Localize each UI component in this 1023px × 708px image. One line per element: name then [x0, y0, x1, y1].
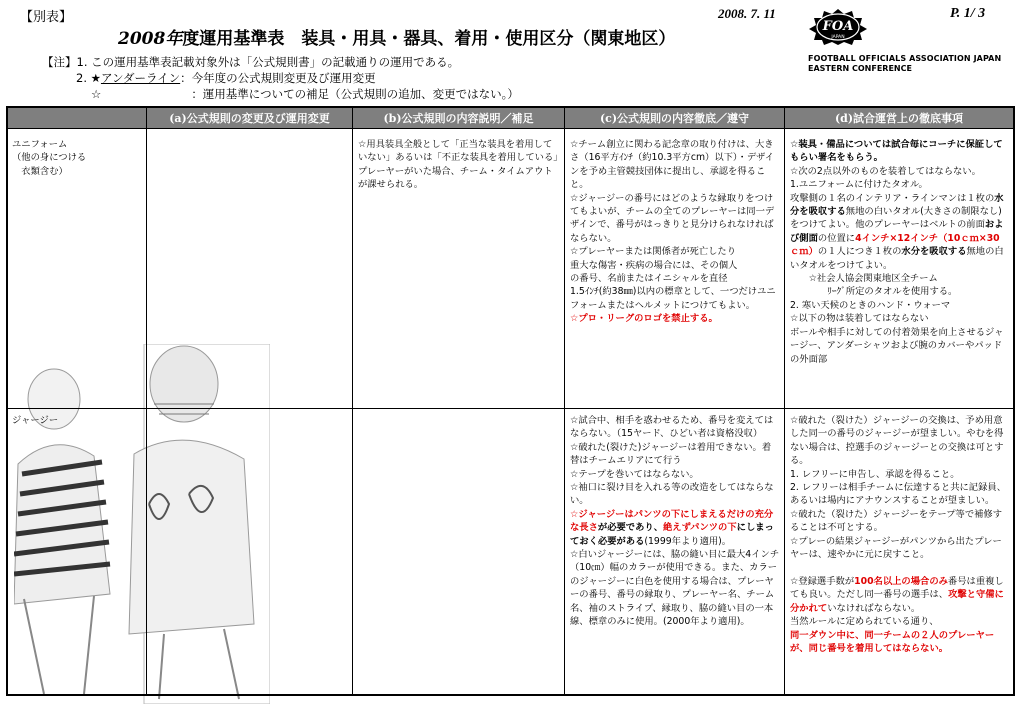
note-2-text: ：今年度の公式規則変更及び運用変更: [180, 71, 376, 85]
row-1-col-d-bold-2: および側面: [790, 219, 1004, 244]
title-year: 2008年: [118, 29, 183, 49]
row-1-col-c-highlight: ☆プロ・リーグのロゴを禁止する。: [570, 313, 718, 325]
logo-text: FOA: [822, 19, 854, 34]
column-divider: [564, 108, 565, 694]
rules-table: [6, 106, 1015, 696]
row-2-col-c-bold-2: にしまっておく必要がある: [570, 522, 774, 547]
note-3-text: ：運用基準についての補足（公式規則の追加、変更ではない。）: [191, 87, 519, 101]
row-2-item: ジャージー: [12, 415, 59, 426]
row-2-col-c-highlight: ☆ジャージーはパンツの下にしまえるだけの充分な長さ: [570, 508, 774, 534]
row-1-col-d-bold-3: 水分を吸収する: [901, 246, 967, 258]
column-divider: [352, 108, 353, 694]
note-2: [76, 70, 376, 86]
note-3-star: ☆: [91, 87, 102, 101]
row-1-col-d: [790, 138, 1006, 406]
row-2-col-c-highlight-2: 絶えずパンツの下: [663, 522, 737, 534]
note-2-prefix: 2. ★: [76, 71, 101, 85]
note-1: 【注】1. この運用基準表記載対象外は「公式規則書」の記載通りの運用である。: [42, 55, 460, 69]
document-date: 2008. 7. 11: [718, 6, 776, 21]
row-1-col-d-text-2: 無地の白いタオル(大きさの制限なし)をつけてよい。他のプレーヤーはベルトの前面: [790, 206, 1002, 231]
row-1-col-d-lead: ☆装具・備品については試合毎にコーチに保証してもらい署名をもらう。: [790, 139, 1003, 164]
row-1-col-b: ☆用具装具全般として「正当な装具を着用していない」あるいは「不正な装具を着用している」プレーヤーがいた場合、チーム・タイムアウトが課せられる。: [358, 139, 558, 191]
note-3: [91, 86, 519, 102]
column-divider: [146, 108, 147, 694]
note-2-underline: アンダーライン: [100, 71, 181, 85]
row-1-col-d-text-5: 無地の白いタオルをつけてよい。 ☆社会人協会関東地区全チーム ﾘｰｸﾞ所定のタオルを使用する。 2. 寒い天候のときのハンド・ウォーマ ☆以下の物は装着してはならない ボールや相手に対しての付着効果を向上させるジャージー、アンダーシャツおよび腕のカバーやパッドの外面部: [790, 246, 1004, 365]
header-col-a: (a)公式規則の変更及び運用変更: [146, 108, 352, 128]
row-1-col-d-highlight: 4インチ×12インチ（10ｃｍ×30ｃｍ）: [790, 232, 1000, 258]
row-2-col-d-highlight: 100名以上の場合のみ: [854, 575, 948, 587]
row-divider: [8, 128, 1013, 129]
header-col-c: (c)公式規則の内容徹底／遵守: [564, 108, 784, 128]
row-2-col-c-bold: が必要であり、: [597, 522, 663, 534]
row-2-col-c-text-2: (1999年より適用)。 ☆白いジャージーには、脇の縫い目に最大4インチ（10㎝）幅のカラーが使用できる。また、カラーのジャージーに白色を使用する場合は、プレーヤーの番号、番号の縁取り、プレーヤー名、チーム名、袖のストライプ、縁取り、脇の縫い目の一本線、標章のみに使用。(2000年より適用)。: [570, 535, 780, 628]
row-1-col-d-bold: 水分を吸収する: [790, 192, 1004, 218]
logo-subtext: JAPAN: [831, 35, 845, 40]
row-2-col-d-highlight-3: 同一ダウン中に、同一チームの２人のプレーヤーが、同じ番号を着用してはならない。: [790, 629, 995, 654]
title-text: 度運用基準表 装具・用具・器具、着用・使用区分（関東地区）: [182, 29, 676, 49]
header-col-d: (d)試合運営上の徹底事項: [784, 108, 1013, 128]
row-1-col-d-text: ☆次の2点以外のものを装着してはならない。 1.ユニフォームに付けたタオル。 攻撃側の１名のインテリア・ラインマンは１枚の: [790, 165, 995, 204]
page-number: P. 1/ 3: [950, 6, 986, 21]
row-1-col-d-text-4: の１人につき１枚の: [817, 246, 902, 258]
row-1-col-c: [570, 138, 780, 406]
row-2-col-d-text: ☆破れた（裂けた）ジャージーの交換は、予め用意した同一の番号のジャージーが望ましい。やむを得ない場合は、控選手のジャージーとの交換は可とする。 1. レフリーに申告し、承認を得ること。 2. レフリーは相手チームに伝達すると共に記録員、あるいは場内にアナウンスすることが望ましい。 ☆破れた（裂けた）ジャージーをテープ等で補修することは不可とする。 ☆プレーの結果ジャージーがパンツから出たプレーヤーは、速やかに元に戻すこと。 ☆登録選手数が: [790, 415, 1006, 587]
org-name: FOOTBALL OFFICIALS ASSOCIATION JAPAN: [808, 54, 1002, 63]
annex-label: 【別表】: [20, 10, 73, 25]
foa-logo-icon: [808, 8, 868, 46]
row-1-col-d-text-3: の位置に: [817, 232, 856, 244]
row-2-col-c: [570, 414, 780, 694]
row-2-col-d: [790, 414, 1006, 694]
page-title: [118, 24, 675, 49]
row-1-item: ユニフォーム （他の身につける 衣類含む）: [12, 139, 87, 177]
row-2-col-d-text-2: 番号は重複しても良い。ただし同一番号の選手は、: [790, 575, 1004, 601]
header-col-b: (b)公式規則の内容説明／補足: [352, 108, 564, 128]
header-item: [8, 108, 146, 128]
row-2-col-d-highlight-2: 攻撃と守備に分かれて: [790, 589, 1004, 614]
row-2-col-c-text: ☆試合中、相手を惑わせるため、番号を変えてはならない。（15ヤード、ひどい者は資格没収） ☆破れた(裂けた)ジャージーは着用できない。着替はチームエリアにて行う ☆テープを巻いてはならない。 ☆袖口に裂け目を入れる等の改造をしてはならない。: [570, 415, 774, 507]
org-conference: EASTERN CONFERENCE: [808, 64, 912, 73]
row-1-col-c-text: ☆チーム創立に関わる記念章の取り付けは、大きさ（16平方ｲﾝﾁ（約10.3平方cm）以下）・デザインを予め主管競技団体に提出し、承認を得ること。 ☆ジャージーの番号にはどのような縁取りをつけてもよいが、チームの全てのプレーヤーは同一デザインで、番号がはっきりと見分けられなければならない。 ☆プレーヤーまたは関係者が死亡したり 重大な傷害・疾病の場合には、その個人 の番号、名前またはイニシャルを直径 1.5ｲﾝﾁ(約38㎜)以内の標章として、一つだけユニフォームまたはヘルメットにつけてもよい。: [570, 139, 776, 311]
row-divider: [8, 408, 1013, 409]
column-divider: [784, 108, 785, 694]
row-2-col-d-text-3: いなければならない。 当然ルールに定められている通り、: [790, 602, 939, 628]
